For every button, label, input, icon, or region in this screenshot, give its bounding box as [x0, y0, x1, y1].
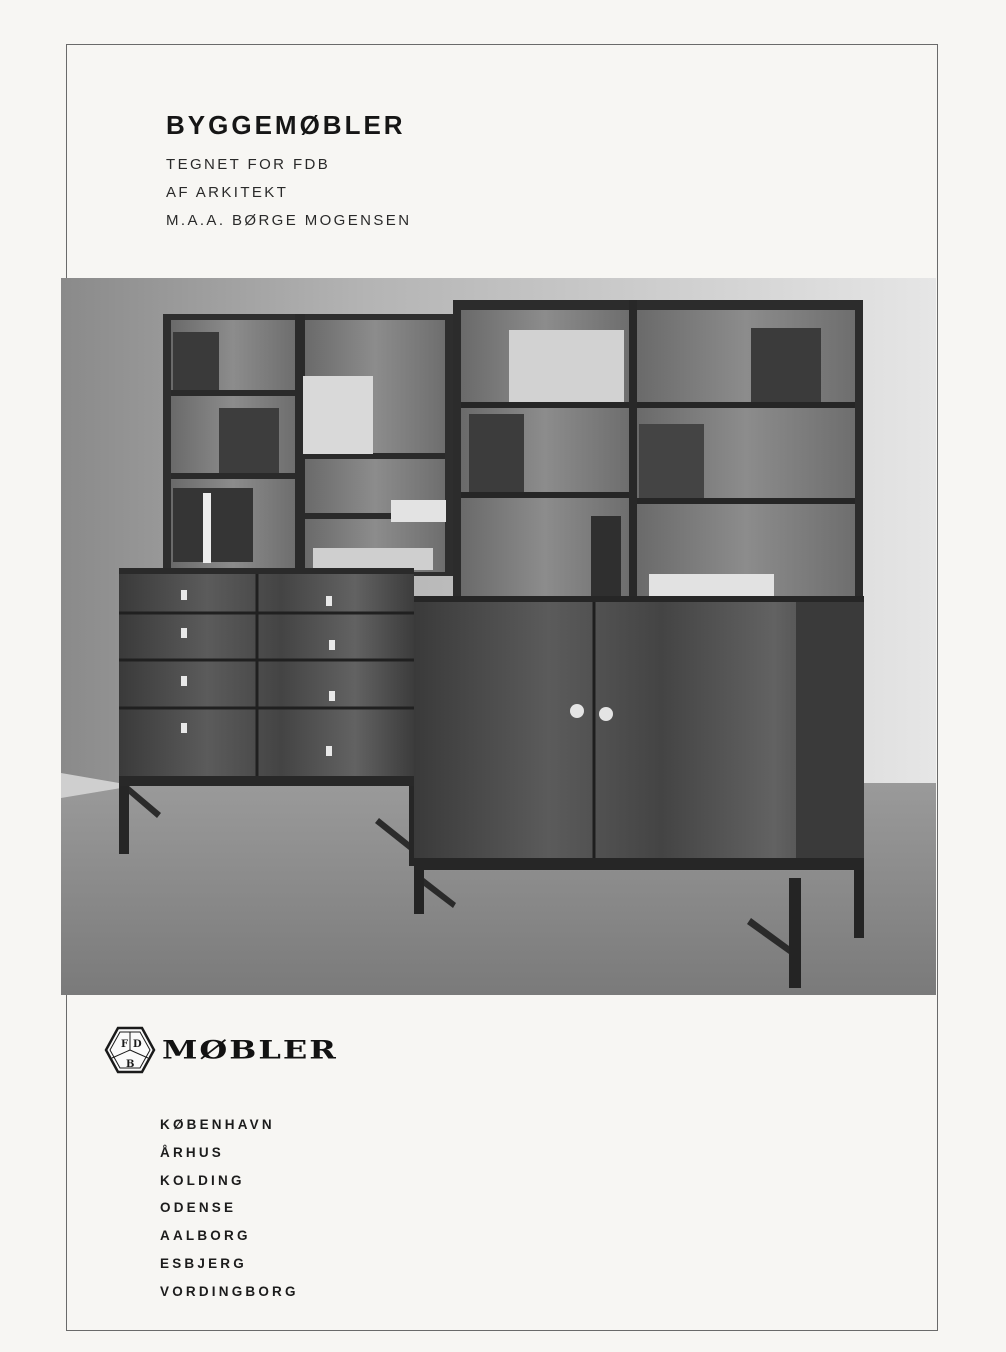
city-list [160, 1111, 338, 1306]
subtitle-line-2: AF ARKITEKT [166, 184, 289, 201]
city-kobenhavn: KØBENHAVN [160, 1117, 275, 1132]
bookcase-right [453, 300, 863, 610]
city-aalborg: AALBORG [160, 1228, 251, 1244]
page-title: BYGGEMØBLER [166, 110, 406, 140]
subtitle-line-1: TEGNET FOR FDB [166, 156, 331, 173]
furniture-photo [61, 278, 936, 995]
city-kolding: KOLDING [160, 1172, 245, 1188]
brand-logo [104, 1025, 338, 1075]
city-esbjerg: ESBJERG [160, 1255, 247, 1271]
subtitle-line-3: M.A.A. BØRGE MOGENSEN [166, 212, 412, 229]
footer-block [104, 1025, 338, 1306]
city-odense: ODENSE [160, 1200, 237, 1216]
city-arhus: ÅRHUS [160, 1144, 225, 1160]
logo-letter-b: B [126, 1059, 135, 1070]
logo-letter-f: F [121, 1039, 129, 1050]
city-vordingborg: VORDINGBORG [160, 1283, 299, 1299]
header-block [166, 110, 411, 235]
logo-letter-d: D [133, 1039, 142, 1050]
brand-wordmark: MØBLER [162, 1035, 338, 1065]
fdb-hexagon-logo-icon [104, 1025, 156, 1075]
bookcase-left [163, 314, 453, 576]
